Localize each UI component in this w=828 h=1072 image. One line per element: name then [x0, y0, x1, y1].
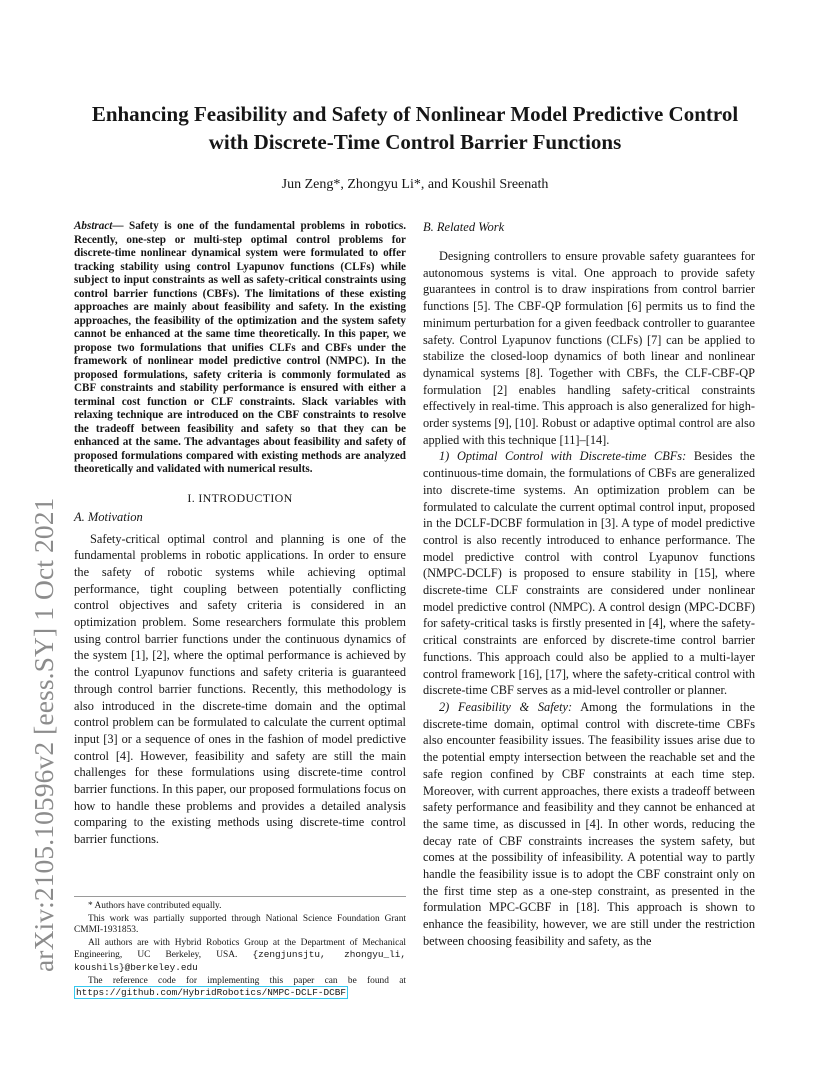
- affiliation-text: All authors are with Hybrid Robotics Group at the Department of Mechanical Engineering, UC Berkeley, USA.: [74, 937, 406, 961]
- section-heading-introduction: I. INTRODUCTION: [187, 490, 293, 505]
- arxiv-side-stamp: arXiv:2105.10596v2 [eess.SY] 1 Oct 2021: [28, 497, 59, 972]
- feasibility-safety-paragraph: [423, 699, 755, 950]
- title-line-1: Enhancing Feasibility and Safety of Nonlinear Model Predictive Control: [91, 102, 739, 126]
- optimal-control-text: Besides the continuous-time domain, the formulations of CBFs are generalized into discrete-time systems. An optimization problem can be formulated to calculate the current optimal control input, proposed in the DCLF-DCBF formulation in [3]. A type of model predictive control is also recently introduced to enhance performance. The model predictive control with control Lyapunov functions (NMPC-DCLF) is proposed to ensure stability in [15], where discrete-time CLF constraints are considered under nonlinear model predictive control (NMPC). A control design (MPC-DCBF) for safety-critical tasks is firstly presented in [4], where the safety-critical constraints are enforced by discrete-time control barrier functions. This approach could also be applied to a multi-layer control framework [16], [17], where the safety-critical control with discrete-time CBF serves as a mid-level controller or planner.: [423, 449, 755, 698]
- footnote-equal-contribution: * Authors have contributed equally.: [88, 901, 222, 911]
- author-list: Jun Zeng*, Zhongyu Li*, and Koushil Sreenath: [281, 177, 549, 192]
- abstract-body: — Safety is one of the fundamental problems in robotics. Recently, one-step or multi-step optimal control problems for discrete-time nonlinear dynamical system were formulated to offer tracking stability using control Lyapunov functions (CLFs) while subject to input constraints as well as safety-critical constraints using control barrier functions (CBFs). The limitations of these existing approaches are mainly about feasibility and safety. In the existing approaches, the feasibility of the optimization and the system safety cannot be enhanced at the same time theoretically. In this paper, we propose two formulations that unifies CLFs and CBFs under the framework of nonlinear model predictive control (NMPC). In the proposed formulations, safety criteria is commonly formulated as CBF constraints and stability performance is ensured with either a terminal cost function or CLF constraints. Slack variables with relaxing technique are introduced on the CBF constraints to resolve the tradeoff between feasibility and safety so that they can be enhanced at the same. The advantages about feasibility and safety of proposed formulations compared with existing methods are analyzed theoretically and validated with numerical results.: [74, 220, 406, 475]
- feasibility-safety-text: Among the formulations in the discrete-time domain, optimal control with discrete-time CBFs also encounter feasibility issues. The feasibility issues arise due to the potential empty intersection between the reachable set and the safe region confined by CBF constraints at each time step. Moreover, with current approaches, there exists a tradeoff between safety performance and feasibility and they cannot be enhanced at the same time, as discussed in [4]. In other words, reducing the decay rate of CBF constraints increases the system safety, but comes at the possibility of infeasibility. A potential way to partly handle the feasibility issue is to adopt the CBF constraint only on the first time step as a one-step constraint, as presented in the formulation MPC-GCBF in [18]. This approach is shown to enhance the feasibility, however, we are still under the restriction between choosing feasibility and safety, as the: [423, 699, 755, 948]
- optimal-control-lead: 1) Optimal Control with Discrete-time CBFs:: [439, 449, 687, 464]
- feasibility-safety-lead: 2) Feasibility & Safety:: [439, 699, 573, 714]
- subsection-heading-motivation: A. Motivation: [74, 509, 143, 524]
- right-column: [423, 220, 755, 950]
- related-work-paragraph: Designing controllers to ensure provable safety guarantees for autonomous systems is vital. One approach to provide safety guarantees in control is to draw inspirations from control barrier functions [5]. The CBF-QP formulation [6] permits us to find the minimum perturbation for a given feedback controller to guarantee safety. Control Lyapunov functions (CLFs) [7] can be applied to stabilize the closed-loop dynamics of both linear and nonlinear dynamical systems [8]. Together with CBFs, the CLF-CBF-QP formulation [2] enables handling safety-critical constraints effectively in real-time. This approach is also generalized for high-order systems [9], [10]. Robust or adaptive optimal control are also applied with this technique [11]–[14].: [423, 249, 755, 447]
- code-repository-link[interactable]: https://github.com/HybridRobotics/NMPC-DCLF-DCBF: [76, 987, 347, 999]
- code-note-text: The reference code for implementing this paper can be found at: [88, 975, 406, 986]
- footnotes: [74, 896, 406, 1001]
- motivation-paragraph: Safety-critical optimal control and planning is one of the fundamental problems in robotic applications. In order to ensure the safety of robotic systems while achieving optimal performance, tight coupling between potentially conflicting control objectives and safety criteria is considered in an optimization problem. Some researchers formulate this problem using control barrier functions under the continuous dynamics of the system [1], [2], where the optimal performance is achieved by the control Lyapunov functions and safety criteria is guaranteed through control barrier functions. Recently, this methodology is also introduced in the discrete-time domain and the optimal control problem can be formulated to calculate the current optimal input [3] or a sequence of ones in the fashion of model predictive control [4]. However, feasibility and safety are still the main challenges for these formulations using discrete-time control barrier functions. In this paper, our proposed formulations focus on how to handle these problems and provides a detailed analysis comparing to the existing methods using discrete-time control barrier functions.: [74, 531, 406, 847]
- author-emails: {zengjunsjtu, zhongyu_li, koushils}@berkeley.edu: [74, 949, 407, 973]
- paper-title: [40, 100, 790, 156]
- title-line-2: with Discrete-Time Control Barrier Functions: [208, 130, 622, 154]
- left-column: [74, 220, 406, 848]
- footnote-affiliation: [74, 938, 406, 975]
- footnote-code: [74, 976, 406, 1000]
- abstract: [74, 220, 406, 477]
- subsection-heading-related-work: B. Related Work: [423, 220, 505, 234]
- abstract-label: Abstract: [74, 220, 113, 232]
- optimal-control-paragraph: [423, 448, 755, 699]
- footnote-funding: This work was partially supported through National Science Foundation Grant CMMI-1931853.: [74, 913, 406, 936]
